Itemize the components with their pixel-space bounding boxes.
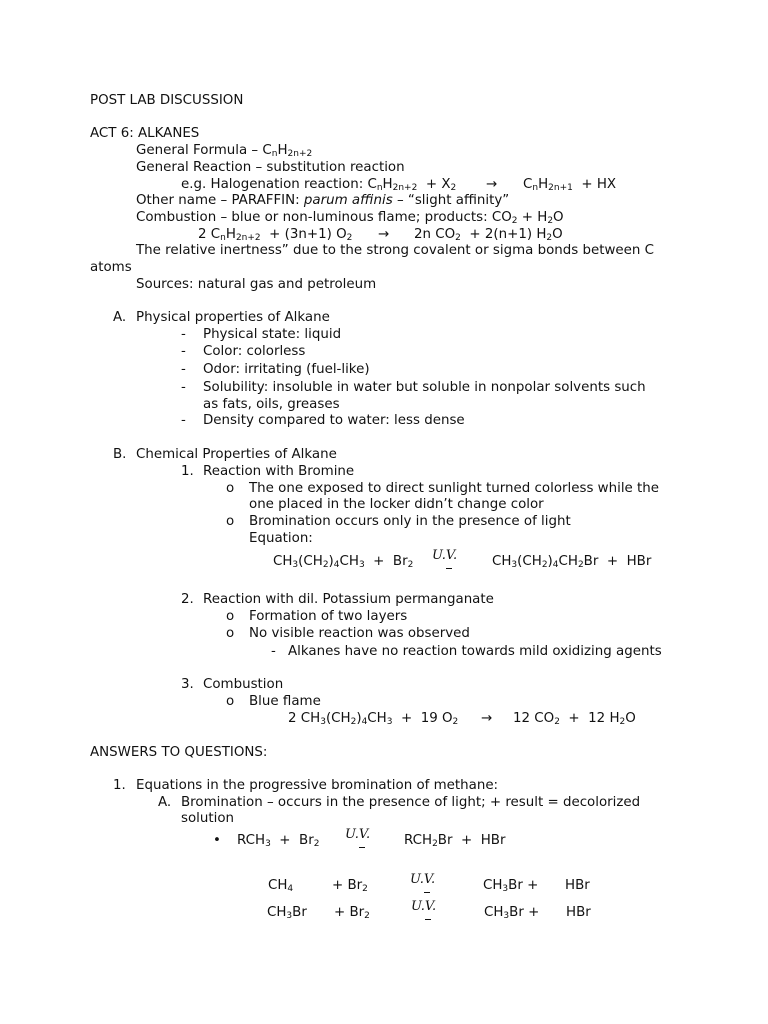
rch3-bromination-reactants: RCH3 + Br2 (237, 833, 320, 849)
section-b-title: Chemical Properties of Alkane (136, 447, 337, 462)
halogenation-reaction-right: CnH2n+1 + HX (523, 177, 617, 193)
methane-reactant: CH4 (268, 878, 294, 894)
other-name: Other name – PARAFFIN: parum affinis – “slight affinity” (136, 193, 510, 208)
bullet-circle: o (226, 481, 235, 496)
list-item: Odor: irritating (fuel-like) (203, 362, 370, 377)
list-item: The one exposed to direct sunlight turned colorless while the (249, 481, 660, 496)
list-bullet-dash: - (271, 644, 276, 659)
rch3-bromination-products: RCH2Br + HBr (404, 833, 506, 849)
list-item: Color: colorless (203, 344, 306, 359)
reaction-with-bromine-title: Reaction with Bromine (203, 464, 355, 479)
inertness-line-continued: atoms (90, 260, 132, 275)
list-bullet-dash: - (181, 327, 186, 342)
combustion-title: Combustion (203, 677, 284, 692)
numbered-marker: 1. (181, 464, 194, 479)
hexane-combustion-products: 12 CO2 + 12 H2O (513, 711, 636, 727)
page-heading: POST LAB DISCUSSION (90, 93, 244, 108)
combustion-equation-right: 2n CO2 + 2(n+1) H2O (414, 227, 563, 243)
bromomethane-reactant: CH3Br (267, 905, 307, 921)
hbr-product: HBr (565, 878, 590, 893)
list-item: Alkanes have no reaction towards mild oxidizing agents (288, 644, 662, 659)
hexane-combustion-reactants: 2 CH3(CH2)4CH3 + 19 O2 (288, 711, 459, 727)
sources-line: Sources: natural gas and petroleum (136, 277, 377, 292)
list-bullet-dash: - (181, 380, 186, 395)
bromomethane-product: CH3Br + (483, 878, 539, 894)
section-a-title: Physical properties of Alkane (136, 310, 330, 325)
list-item: Density compared to water: less dense (203, 413, 465, 428)
list-item: Blue flame (249, 694, 321, 709)
list-bullet-dash: - (181, 413, 186, 428)
bullet-circle: o (226, 514, 235, 529)
bromomethane-product: CH3Br + (484, 905, 540, 921)
uv-condition-label: U.V. (411, 899, 437, 914)
section-a-marker: A. (113, 310, 127, 325)
bromine-reactant: + Br2 (332, 878, 368, 894)
uv-arrow-mark (446, 568, 452, 569)
answers-heading: ANSWERS TO QUESTIONS: (90, 745, 268, 760)
uv-condition-label: U.V. (345, 827, 371, 842)
halogenation-reaction-left: e.g. Halogenation reaction: CnH2n+2 + X2 (181, 177, 457, 193)
list-item: No visible reaction was observed (249, 626, 470, 641)
bromine-reactant: + Br2 (334, 905, 370, 921)
list-item-continued: one placed in the locker didn’t change color (249, 497, 544, 512)
lettered-marker: A. (158, 795, 172, 810)
list-item: Formation of two layers (249, 609, 408, 624)
equation-label: Equation: (249, 531, 313, 546)
answer-text: Bromination – occurs in the presence of light; + result = decolorized (181, 795, 641, 810)
uv-condition-label: U.V. (410, 872, 436, 887)
general-reaction: General Reaction – substitution reaction (136, 160, 405, 175)
combustion-description: Combustion – blue or non-luminous flame; products: CO2 + H2O (136, 210, 564, 226)
arrow: → (378, 227, 390, 242)
uv-condition-label: U.V. (432, 548, 458, 563)
numbered-marker: 1. (113, 778, 126, 793)
bromine-equation-reactants: CH3(CH2)4CH3 + Br2 (273, 554, 414, 570)
hbr-product: HBr (566, 905, 591, 920)
list-item: Solubility: insoluble in water but soluble in nonpolar solvents such (203, 380, 646, 395)
inertness-line: The relative inertness” due to the strong covalent or sigma bonds between C (136, 243, 655, 258)
bullet-circle: o (226, 626, 235, 641)
list-bullet-dash: - (181, 362, 186, 377)
arrow: → (486, 177, 498, 192)
numbered-marker: 2. (181, 592, 194, 607)
general-formula: General Formula – CnH2n+2 (136, 143, 313, 159)
uv-arrow-mark (425, 919, 431, 920)
bullet-circle: o (226, 609, 235, 624)
uv-arrow-mark (424, 892, 430, 893)
answer-text-continued: solution (181, 811, 235, 826)
list-item: Physical state: liquid (203, 327, 342, 342)
list-item-continued: as fats, oils, greases (203, 397, 340, 412)
combustion-equation-left: 2 CnH2n+2 + (3n+1) O2 (198, 227, 353, 243)
bromine-equation-products: CH3(CH2)4CH2Br + HBr (492, 554, 652, 570)
bullet-dot: • (213, 833, 221, 848)
permanganate-reaction-title: Reaction with dil. Potassium permanganate (203, 592, 494, 607)
list-item: Bromination occurs only in the presence of light (249, 514, 571, 529)
arrow: → (481, 711, 493, 726)
section-b-marker: B. (113, 447, 127, 462)
activity-title: ACT 6: ALKANES (90, 126, 200, 141)
uv-arrow-mark (359, 847, 365, 848)
list-bullet-dash: - (181, 344, 186, 359)
question-title: Equations in the progressive bromination of methane: (136, 778, 499, 793)
numbered-marker: 3. (181, 677, 194, 692)
bullet-circle: o (226, 694, 235, 709)
